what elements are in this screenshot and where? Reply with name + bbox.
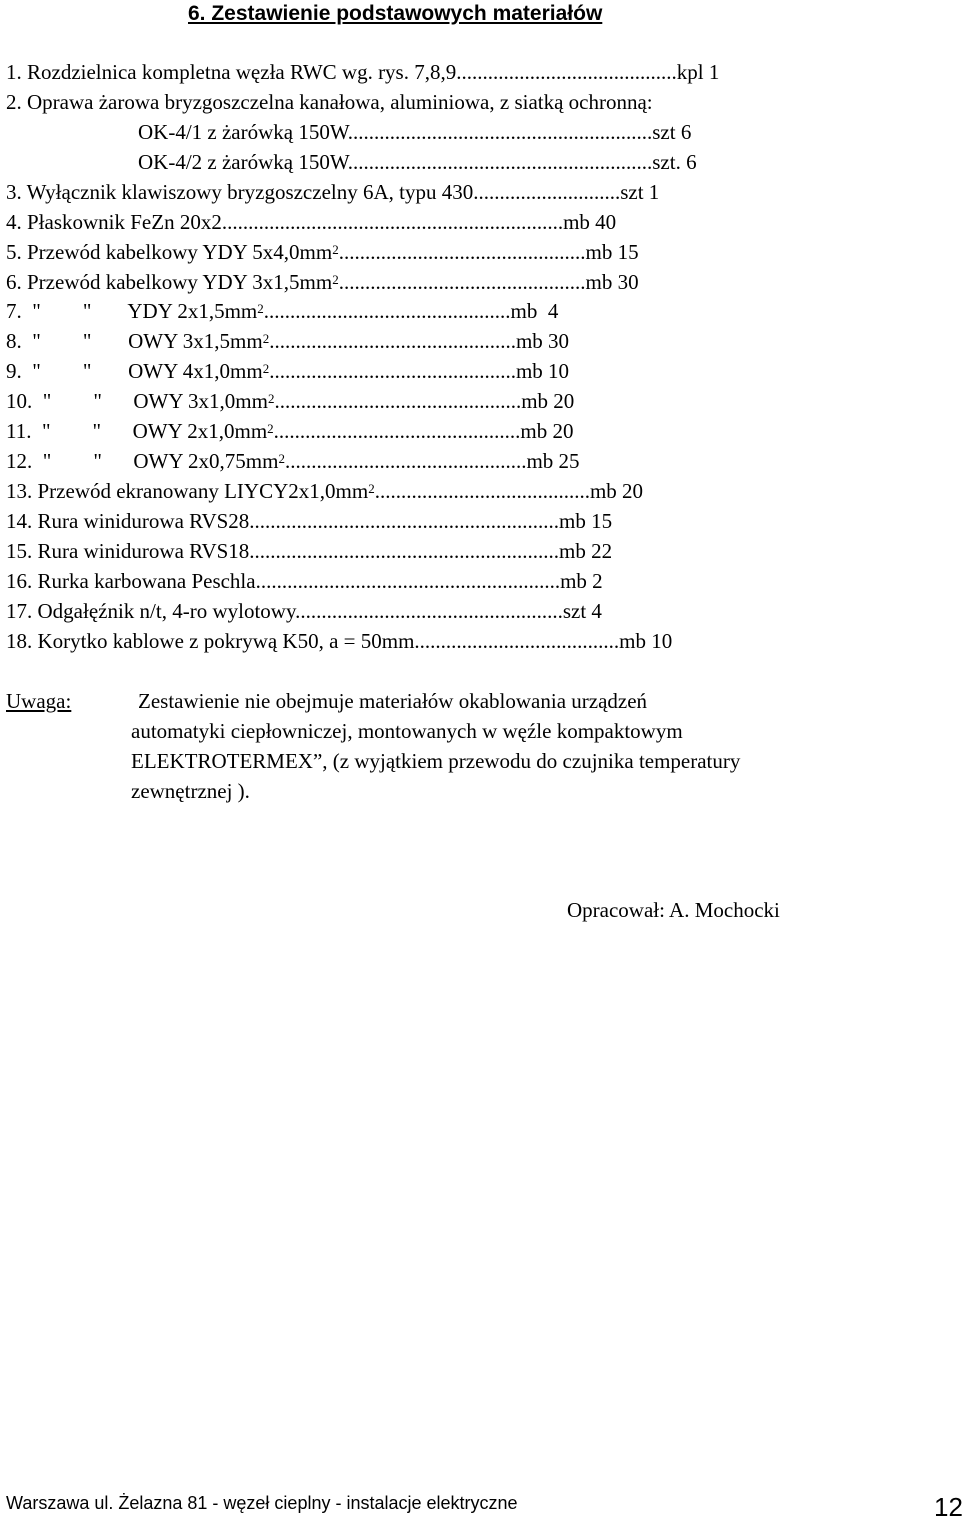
note-line: automatyki ciepłowniczej, montowanych w węźle kompaktowym [131, 719, 683, 743]
list-item: 16. Rurka karbowana Peschla..........................................................mb 2 [6, 569, 603, 593]
list-item: 2. Oprawa żarowa bryzgoszczelna kanałowa, aluminiowa, z siatką ochronną: [6, 90, 653, 114]
note-line: ELEKTROTERMEX”, (z wyjątkiem przewodu do czujnika temperatury [131, 749, 741, 773]
list-item: 7. " " YDY $2x1,5mm^2...............................................mb$ 4 [6, 299, 559, 323]
note-line: zewnętrznej ). [131, 779, 250, 803]
note-label: Uwaga: [6, 689, 72, 713]
note-line: Zestawienie nie obejmuje materiałów okablowania urządzeń [138, 689, 648, 713]
list-item: 11. " " OWY $2x1,0mm^2...............................................mb$ 20 [6, 419, 574, 443]
list-item: 10. " " OWY $3x1,0mm^2...............................................mb$ 20 [6, 389, 575, 413]
list-item: 12. " " OWY $2x0,75mm^2..............................................mb$ 25 [6, 449, 580, 473]
author-signature: Opracował: A. Mochocki [567, 898, 780, 922]
list-item: OK-4/2 z żarówką 150W..........................................................szt. 6 [138, 150, 697, 174]
section-heading: 6. Zestawienie podstawowych materiałów [188, 2, 603, 25]
list-item: 18. Korytko kablowe z pokrywą K50, a = 50mm.......................................mb 10 [6, 629, 673, 653]
list-item: 6. Przewód kabelkowy YDY $3x1,5mm^2...............................................mb$ 30 [6, 270, 639, 294]
list-item: 5. Przewód kabelkowy YDY $5x4,0mm^2...............................................mb$ 15 [6, 240, 639, 264]
list-item: 9. " " OWY $4x1,0mm^2...............................................mb$ 10 [6, 359, 570, 383]
list-item: 4. Płaskownik FeZn 20x2.................................................................mb 40 [6, 210, 617, 234]
list-item: 8. " " OWY $3x1,5mm^2...............................................mb$ 30 [6, 329, 570, 353]
list-item: OK-4/1 z żarówką 150W..........................................................szt 6 [138, 120, 692, 144]
list-item: 13. Przewód ekranowany $LIYCY2x1,0mm^2.........................................mb$ 20 [6, 479, 644, 503]
list-item: 17. Odgałęźnik n/t, 4-ro wylotowy...................................................szt 4 [6, 599, 602, 623]
list-item: 14. Rura winidurowa RVS28...........................................................mb 15 [6, 509, 613, 533]
footer-text: Warszawa ul. Żelazna 81 - węzeł cieplny - instalacje elektryczne [6, 1493, 518, 1513]
list-item: 15. Rura winidurowa RVS18...........................................................mb 22 [6, 539, 613, 563]
list-item: 3. Wyłącznik klawiszowy bryzgoszczelny 6A, typu 430............................szt 1 [6, 180, 660, 204]
list-item: 1. Rozdzielnica kompletna węzła RWC wg. rys. 7,8,9..........................................kpl 1 [6, 60, 720, 84]
page-number: 12 [934, 1492, 963, 1522]
